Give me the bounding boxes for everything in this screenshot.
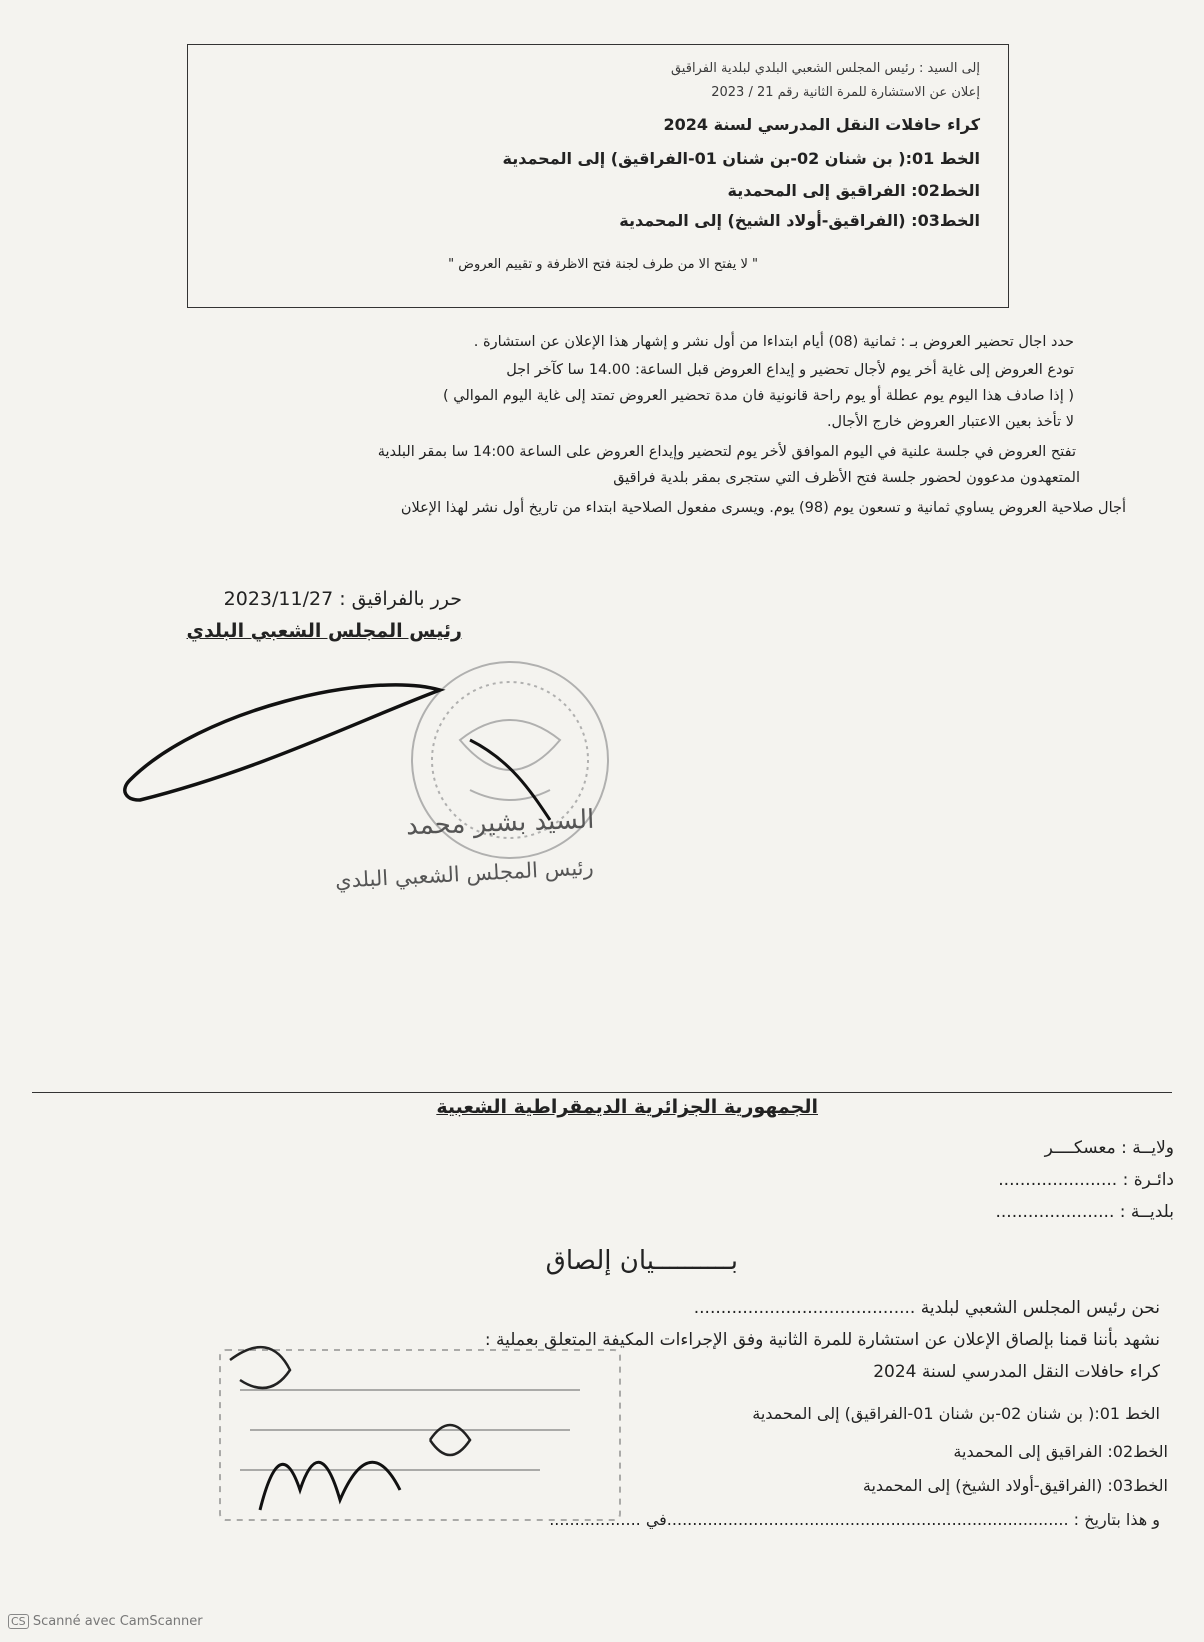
cs-badge: CS xyxy=(8,1614,29,1629)
republic-heading: الجمهورية الجزائرية الديمقراطية الشعبية xyxy=(436,1096,818,1118)
route-1: الخط 01:( بن شنان 02-بن شنان 01-الفراقيق) إلى المحمدية xyxy=(502,149,980,168)
body-line-2: تودع العروض إلى غاية أخر يوم لأجال تحضير و إيداع العروض قبل الساعة: 14.00 سا كآخر اجل xyxy=(506,362,1074,378)
baladia-field: بلديــة : ...................... xyxy=(995,1202,1174,1222)
camscanner-footer xyxy=(8,1614,203,1629)
daira-field: دائـرة : ...................... xyxy=(998,1170,1174,1190)
cert-line-1: نحن رئيس المجلس الشعبي لبلدية ......................................... xyxy=(693,1298,1160,1318)
certificate-title: بــــــــــيان إلصاق xyxy=(545,1246,738,1276)
cert-line-2: نشهد بأننا قمنا بإلصاق الإعلان عن استشارة للمرة الثانية وفق الإجراءات المكيفة المتعلق بعملية : xyxy=(484,1330,1160,1350)
consultation-number: إعلان عن الاستشارة للمرة الثانية رقم 21 / 2023 xyxy=(711,85,980,100)
body-line-5: تفتح العروض في جلسة علنية في اليوم الموافق لأخر يوم لتحضير وإيداع العروض على الساعة 14:00 سا بمقر البلدية xyxy=(377,444,1076,460)
notice-box xyxy=(187,44,1009,308)
certificate-stamp-graphic xyxy=(200,1320,640,1540)
body-line-1: حدد اجال تحضير العروض بـ : ثمانية (08) أيام ابتداءا من أول نشر و إشهار هذا الإعلان عن استشارة . xyxy=(473,334,1074,350)
cert-subject: كراء حافلات النقل المدرسي لسنة 2024 xyxy=(873,1362,1160,1382)
body-line-4: لا تأخذ بعين الاعتبار العروض خارج الأجال. xyxy=(826,414,1074,430)
cert-route-3: الخط03: (الفراقيق-أولاد الشيخ) إلى المحمدية xyxy=(862,1476,1168,1495)
addressee-line: إلى السيد : رئيس المجلس الشعبي البلدي لبلدية الفراقيق xyxy=(670,61,980,76)
cert-date-line: و هذا بتاريخ : ...............................................................................في .................. xyxy=(549,1510,1160,1529)
body-line-6: المتعهدون مدعوون لحضور جلسة فتح الأظرف التي ستجرى بمقر بلدية فراقيق xyxy=(613,470,1080,486)
notice-title: كراء حافلات النقل المدرسي لسنة 2024 xyxy=(663,115,980,134)
wilaya-field: ولايــة : معسكــــر xyxy=(1044,1138,1174,1158)
stamp-name: السيد بشير محمد xyxy=(405,804,595,842)
scanner-text: Scanné avec CamScanner xyxy=(32,1614,203,1629)
body-line-3: ( إذا صادف هذا اليوم يوم عطلة أو يوم راحة قانونية فان مدة تحضير العروض تمتد إلى غاية اليوم الموالي ) xyxy=(443,388,1074,404)
place-date: حرر بالفراقيق : 2023/11/27 xyxy=(223,588,462,610)
section-divider xyxy=(32,1092,1172,1093)
route-2: الخط02: الفراقيق إلى المحمدية xyxy=(727,181,980,200)
opening-note: " لا يفتح الا من طرف لجنة فتح الاظرفة و تقييم العروض " xyxy=(448,257,758,272)
cert-route-2: الخط02: الفراقيق إلى المحمدية xyxy=(953,1442,1168,1461)
route-3: الخط03: (الفراقيق-أولاد الشيخ) إلى المحمدية xyxy=(619,211,980,230)
cert-route-1: الخط 01:( بن شنان 02-بن شنان 01-الفراقيق) إلى المحمدية xyxy=(752,1404,1160,1423)
signer-title: رئيس المجلس الشعبي البلدي xyxy=(186,620,462,642)
stamp-title: رئيس المجلس الشعبي البلدي xyxy=(334,855,595,893)
body-line-7: أجال صلاحية العروض يساوي ثمانية و تسعون يوم (98) يوم. ويسرى مفعول الصلاحية ابتداء من تاريخ أول نشر لهذا الإعلان xyxy=(400,500,1126,516)
